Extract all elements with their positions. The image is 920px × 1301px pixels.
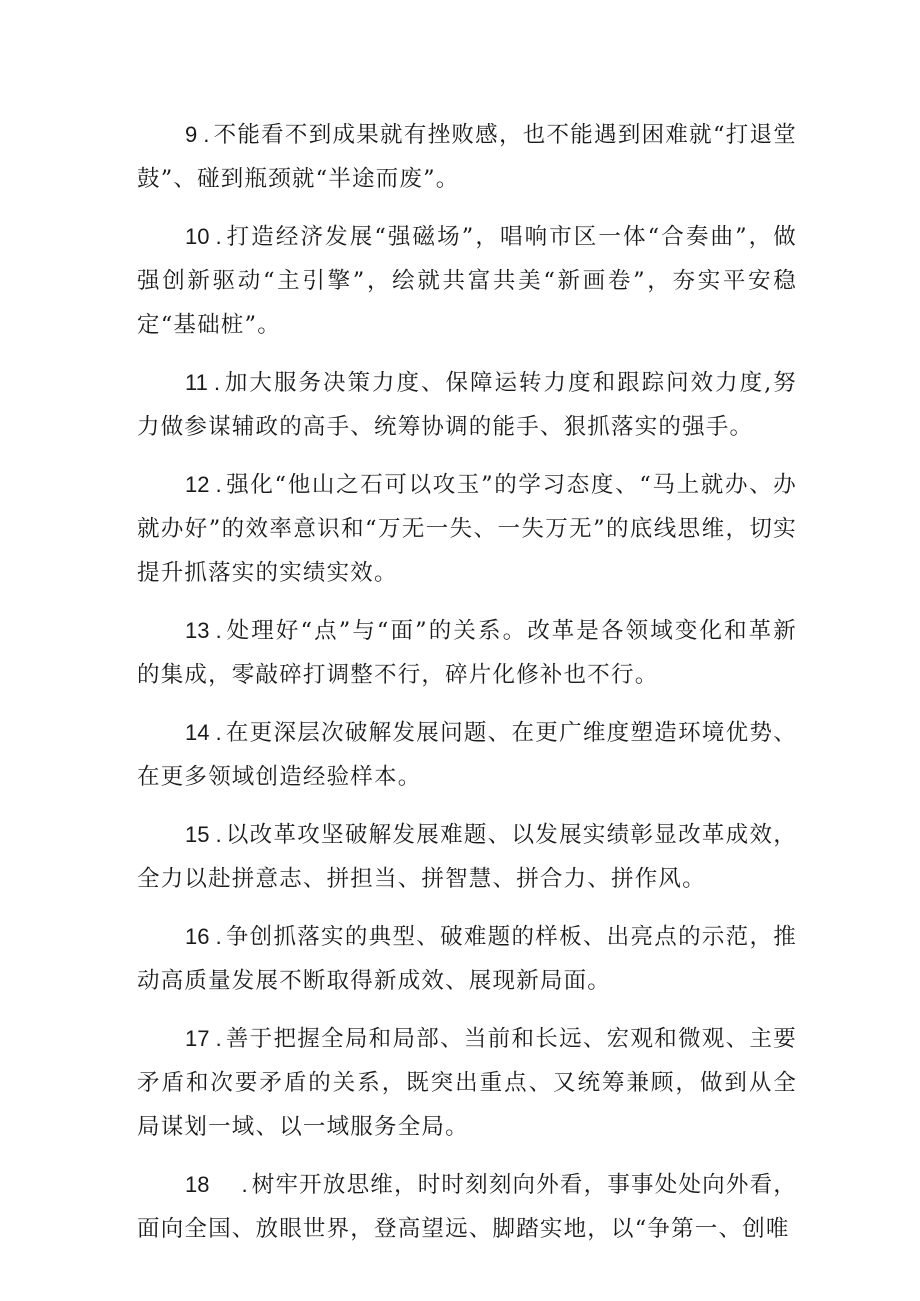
item-number: 14 <box>185 720 210 745</box>
list-item <box>137 1017 797 1149</box>
list-item <box>137 361 797 449</box>
item-separator: . <box>203 122 210 147</box>
list-item <box>137 113 797 201</box>
item-number: 17 <box>185 1026 210 1051</box>
item-separator: . <box>215 924 222 949</box>
item-text: 强化“他山之石可以攻玉”的学习态度、“马上就办、办就办好”的效率意识和“万无一失、一失万无”的底线思维，切实提升抓落实的实绩实效。 <box>137 472 797 586</box>
item-separator: . <box>213 370 221 395</box>
item-text: 争创抓落实的典型、破难题的样板、出亮点的示范，推动高质量发展不断取得新成效、展现新局面。 <box>137 924 797 994</box>
item-text: 加大服务决策力度、保障运转力度和跟踪问效力度,努力做参谋辅政的高手、统筹协调的能手、狠抓落实的强手。 <box>137 370 797 440</box>
item-number: 9 <box>185 122 198 147</box>
item-separator: . <box>215 224 222 249</box>
item-separator: . <box>215 618 222 643</box>
document-body <box>137 113 797 1265</box>
item-number: 16 <box>185 924 210 949</box>
list-item <box>137 915 797 1003</box>
item-text: 善于把握全局和局部、当前和长远、宏观和微观、主要矛盾和次要矛盾的关系，既突出重点、又统筹兼顾，做到从全局谋划一域、以一域服务全局。 <box>137 1026 797 1140</box>
item-separator: . <box>215 472 222 497</box>
item-number: 15 <box>185 822 210 847</box>
item-separator: . <box>241 1172 248 1197</box>
item-separator: . <box>215 1026 222 1051</box>
item-separator: . <box>215 720 222 745</box>
item-text: 打造经济发展“强磁场”，唱响市区一体“合奏曲”，做强创新驱动“主引擎”，绘就共富共美“新画卷”，夯实平安稳定“基础桩”。 <box>137 224 797 338</box>
list-item <box>137 711 797 799</box>
item-text: 在更深层次破解发展问题、在更广维度塑造环境优势、在更多领域创造经验样本。 <box>137 720 797 790</box>
item-number: 13 <box>185 618 210 643</box>
item-text: 处理好“点”与“面”的关系。改革是各领域变化和革新的集成，零敲碎打调整不行，碎片化修补也不行。 <box>137 618 797 688</box>
item-number: 10 <box>185 224 210 249</box>
item-number: 12 <box>185 472 210 497</box>
item-text: 树牢开放思维，时时刻刻向外看，事事处处向外看，面向全国、放眼世界，登高望远、脚踏实地，以“争第一、创唯 <box>137 1172 797 1242</box>
list-item <box>137 1163 797 1251</box>
list-item <box>137 463 797 595</box>
item-number: 11 <box>185 370 208 395</box>
list-item <box>137 813 797 901</box>
item-number: 18 <box>185 1172 210 1197</box>
list-item <box>137 215 797 347</box>
item-separator: . <box>215 822 222 847</box>
item-text: 以改革攻坚破解发展难题、以发展实绩彰显改革成效，全力以赴拼意志、拼担当、拼智慧、拼合力、拼作风。 <box>137 822 797 892</box>
item-text: 不能看不到成果就有挫败感，也不能遇到困难就“打退堂鼓”、碰到瓶颈就“半途而废”。 <box>137 122 797 192</box>
list-item <box>137 609 797 697</box>
